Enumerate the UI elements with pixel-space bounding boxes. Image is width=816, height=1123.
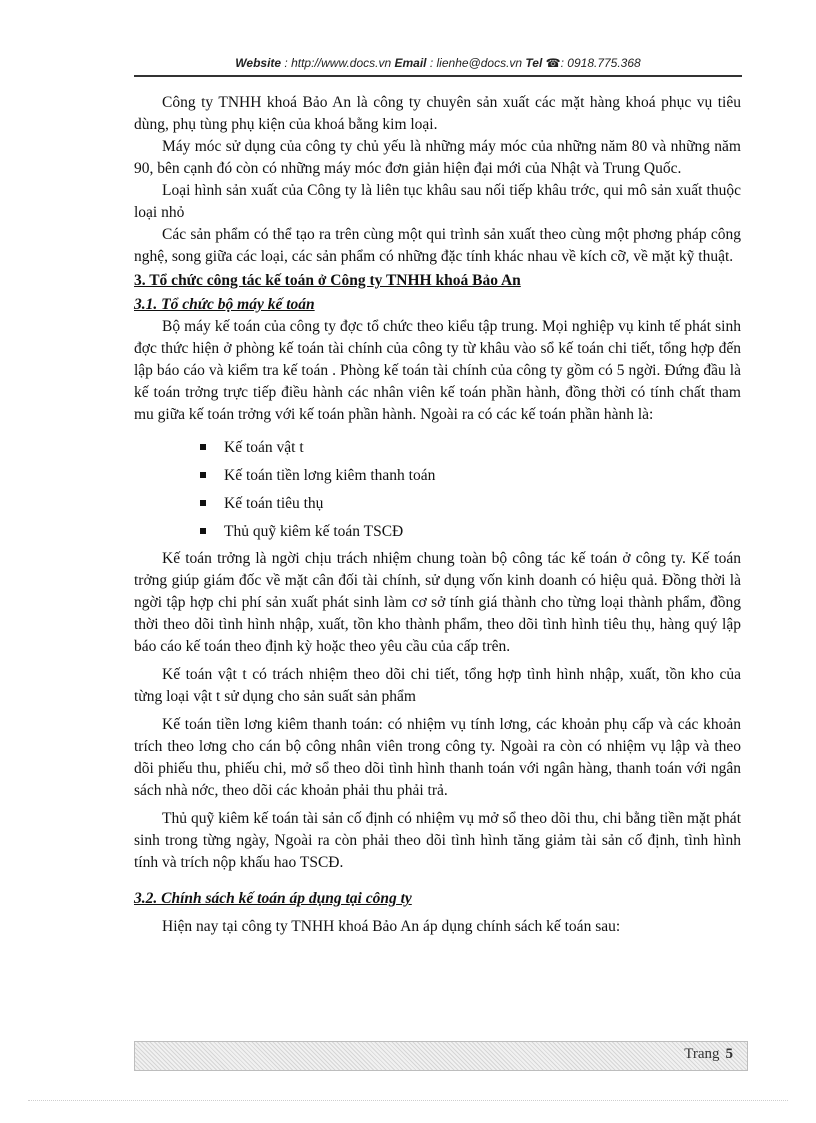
page-header [134, 56, 742, 70]
email-label: Email [394, 56, 427, 70]
phone-icon: ☎ [545, 56, 561, 70]
paragraph-production-type: Loại hình sản xuất của Công ty là liên tục khâu sau nối tiếp khâu trớc, qui mô sản xuất thuộc loại nhỏ [134, 182, 741, 221]
paragraph-materials-accountant: Kế toán vật t có trách nhiệm theo dõi chi tiết, tổng hợp tình hình nhập, xuất, tồn kho của từng loại vật t sử dụng cho sản suất sản phẩm [134, 666, 741, 705]
bullet-icon [200, 528, 206, 534]
website-label: Website [235, 56, 282, 70]
paragraph-company-intro: Công ty TNHH khoá Bảo An là công ty chuyên sản xuất các mặt hàng khoá phục vụ tiêu dùng, phụ tùng phụ kiện của khoá bằng kim loại. [134, 94, 741, 133]
bullet-icon [200, 500, 206, 506]
paragraph-treasurer: Thủ quỹ kiêm kế toán tài sản cố định có nhiệm vụ mở sổ theo dõi thu, chi bằng tiền mặt phát sinh trong từng ngày, Ngoài ra còn phải theo dõi tình hình tăng giảm tài sản cố định, tình hình tính và trích nộp khấu hao TSCĐ. [134, 810, 741, 871]
page-footer [134, 1041, 748, 1071]
email-value: : lienhe@docs.vn [429, 56, 523, 70]
header-rule [134, 75, 742, 77]
tel-value: : 0918.775.368 [560, 56, 641, 70]
accounting-roles-list [134, 434, 741, 546]
paragraph-payroll-accountant: Kế toán tiền lơng kiêm thanh toán: có nhiệm vụ tính lơng, các khoản phụ cấp và các khoản trích theo lơng cho cán bộ công nhân viên trong công ty. Ngoài ra còn có nhiệm vụ lập và theo dõi phiếu thu, phiếu chi, mở sổ theo dõi tình hình thanh toán với ngân hàng, thanh toán với ngân sách nhà nớc, theo dõi các khoản phải thu phải trả. [134, 716, 741, 799]
website-value: : http://www.docs.vn [284, 56, 392, 70]
paragraph-products: Các sản phẩm có thể tạo ra trên cùng một qui trình sản xuất theo cùng một phơng pháp công nghệ, song giữa các loại, các sản phẩm có những đặc tính khác nhau về kích cỡ, về mặt kỹ thuật. [134, 226, 741, 265]
list-item: Kế toán tiêu thụ [134, 490, 741, 518]
paragraph-chief-accountant: Kế toán trởng là ngời chịu trách nhiệm chung toàn bộ công tác kế toán ở công ty. Kế toán trởng giúp giám đốc về mặt cân đối tài chính, sử dụng vốn kinh doanh có hiệu quả. Đồng thời là ngời tập hợp chi phí sản xuất phát sinh làm cơ sở tính giá thành cho từng loại thành phẩm, đồng thời theo dõi tình hình nhập, xuất, tồn kho thành phẩm, theo dõi tình hình tiêu thụ, hàng quý lập báo cáo kế toán theo định kỳ hoặc theo yêu cầu của cấp trên. [134, 550, 741, 655]
paragraph-machinery: Máy móc sử dụng của công ty chủ yếu là những máy móc của những năm 80 và những năm 90, bên cạnh đó còn có những máy móc đơn giản hiện đại mới của Nhật và Trung Quốc. [134, 138, 741, 177]
page-number: 5 [725, 1046, 733, 1062]
section-3-title: 3. Tổ chức công tác kế toán ở Công ty TNHH khoá Bảo An [134, 272, 521, 289]
section-3-1-title: 3.1. Tổ chức bộ máy kế toán [134, 296, 315, 313]
list-item: Thủ quỹ kiêm kế toán TSCĐ [134, 518, 741, 546]
page-number-label: Trang 5 [684, 1046, 733, 1062]
section-3-2-title: 3.2. Chính sách kế toán áp dụng tại công ty [134, 890, 412, 907]
page-bottom-divider [28, 1100, 788, 1101]
list-item: Kế toán vật t [134, 434, 741, 462]
tel-label: Tel [525, 56, 543, 70]
bullet-icon [200, 472, 206, 478]
paragraph-accounting-structure: Bộ máy kế toán của công ty đợc tổ chức theo kiểu tập trung. Mọi nghiệp vụ kinh tế phát sinh đợc thức hiện ở phòng kế toán tài chính của công ty từ khâu vào sổ kế toán chi tiết, tổng hợp đến lập báo cáo và kiểm tra kế toán . Phòng kế toán tài chính của công ty gồm có 5 ngời. Đứng đầu là kế toán trởng trực tiếp điều hành các nhân viên kế toán phần hành, đồng thời có tính chất tham mu giữa kế toán trởng với kế toán phần hành. Ngoài ra có các kế toán phần hành là: [134, 318, 741, 423]
bullet-icon [200, 444, 206, 450]
list-item: Kế toán tiền lơng kiêm thanh toán [134, 462, 741, 490]
paragraph-policy-intro: Hiện nay tại công ty TNHH khoá Bảo An áp dụng chính sách kế toán sau: [162, 918, 621, 935]
document-body [134, 92, 741, 938]
